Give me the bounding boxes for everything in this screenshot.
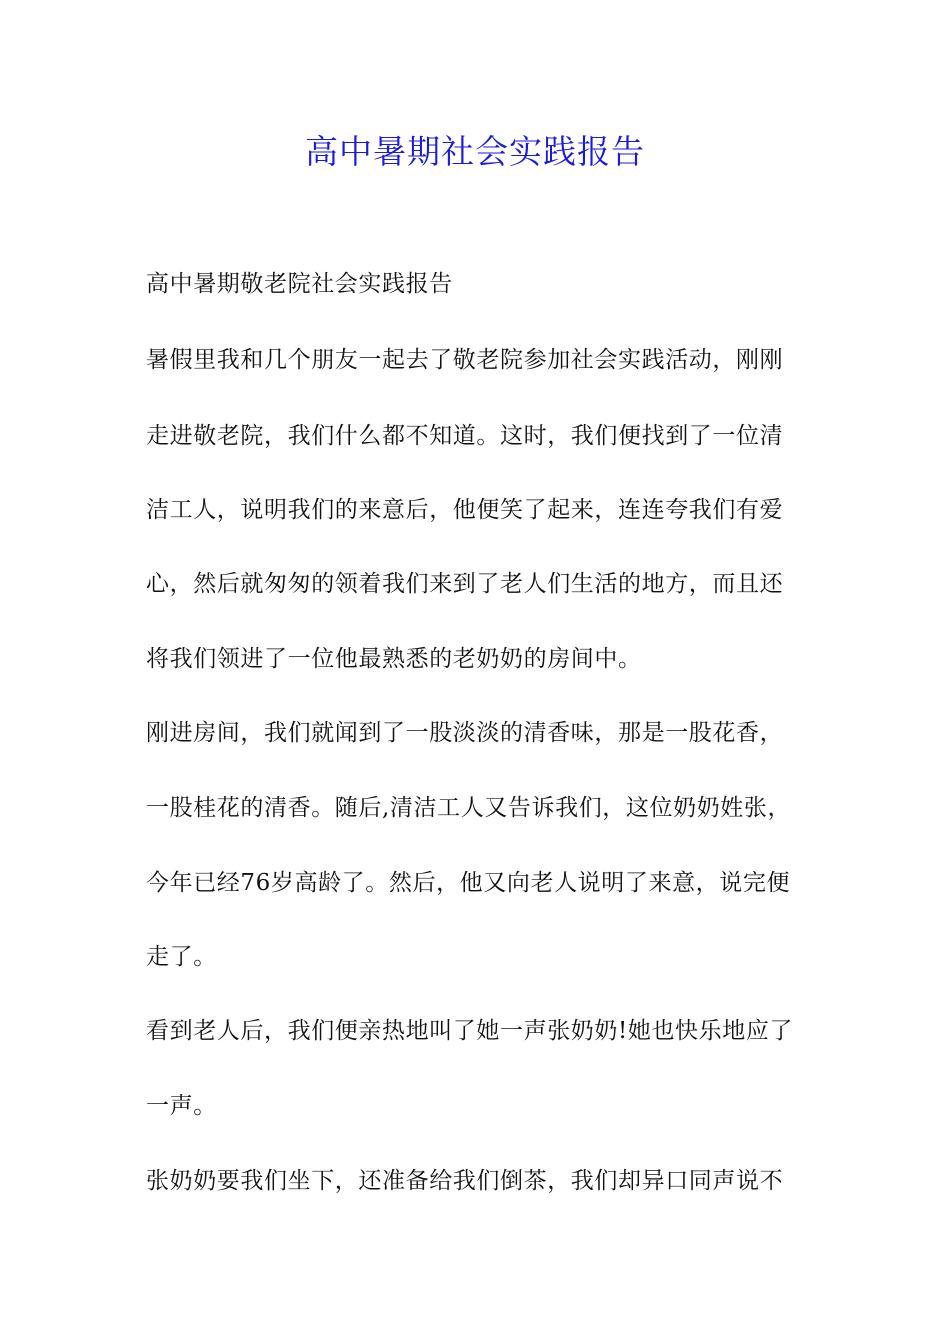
subtitle-line: 高中暑期敬老院社会实践报告 [146,271,453,297]
paragraph-line: 张奶奶要我们坐下，还准备给我们倒茶，我们却异口同声说不 [146,1168,784,1194]
paragraph-line: 刚进房间，我们就闻到了一股淡淡的清香味，那是一股花香， [146,720,784,746]
paragraph-line: 一股桂花的清香。随后,清洁工人又告诉我们，这位奶奶姓张， [146,795,792,821]
paragraph-line: 今年已经76岁高龄了。然后，他又向老人说明了来意，说完便 [146,870,791,896]
paragraph-line: 看到老人后，我们便亲热地叫了她一声张奶奶!她也快乐地应了 [146,1018,794,1044]
paragraph-line: 走了。 [146,944,217,970]
paragraph-line: 一声。 [146,1093,217,1119]
paragraph-line: 将我们领进了一位他最熟悉的老奶奶的房间中。 [146,646,642,672]
paragraph-line: 洁工人，说明我们的来意后，他便笑了起来，连连夸我们有爱 [146,497,784,523]
document-title: 高中暑期社会实践报告 [305,132,645,171]
paragraph-line: 暑假里我和几个朋友一起去了敬老院参加社会实践活动，刚刚 [146,347,784,373]
paragraph-line: 心，然后就匆匆的领着我们来到了老人们生活的地方，而且还 [146,571,784,597]
paragraph-line: 走进敬老院，我们什么都不知道。这时，我们便找到了一位清 [146,423,784,449]
